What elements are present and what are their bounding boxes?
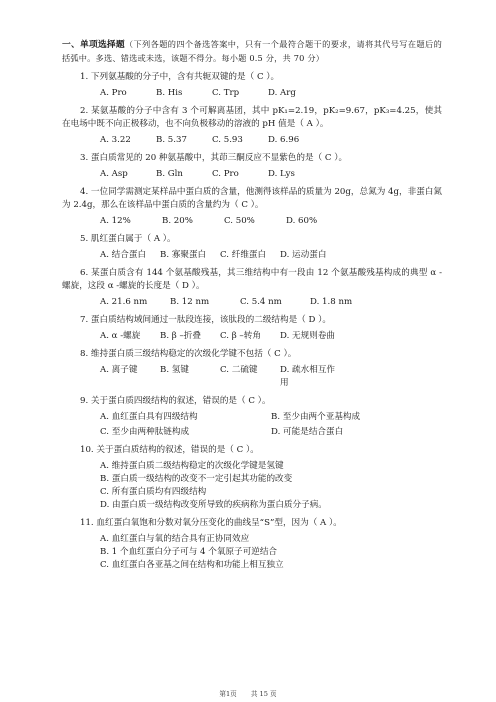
option: B. His <box>156 88 183 98</box>
option: B. 至少由两个亚基构成 <box>271 412 361 422</box>
option: C. Pro <box>212 169 239 179</box>
page-number: 第1页 <box>219 690 237 698</box>
option: C. β –转角 <box>220 331 261 341</box>
option: D. 疏水相互作用 <box>280 365 336 388</box>
question-options <box>62 87 442 100</box>
option: B. 氢键 <box>160 365 189 375</box>
option: A. α -螺旋 <box>100 331 141 341</box>
option: A. 离子键 <box>100 365 138 375</box>
question-stem: 9. 关于蛋白质四级结构的叙述，错误的是（ C ）。 <box>80 396 271 406</box>
question-8 <box>62 348 442 390</box>
question-options <box>62 296 442 309</box>
option: D. 60% <box>286 216 318 226</box>
option: B. 12 nm <box>170 297 210 307</box>
question-5 <box>62 233 442 262</box>
question-stem: 8. 维持蛋白质三级结构稳定的次级化学键不包括（ C ）。 <box>80 349 297 359</box>
option: D. 可能是结合蛋白 <box>271 427 344 437</box>
question-stem: 1. 下列氨基酸的分子中，含有共轭双键的是（ C ）。 <box>80 72 280 82</box>
option: B. 5.37 <box>156 135 187 145</box>
question-stem: 2. 某氨基酸的分子中含有 3 个可解离基团，其中 pK₁=2.19，pK₂=9.67，pK₃=4.25，使其在电场中既不向正极移动，也不向负极移动的溶液的 pH 值是（ A ）。 <box>62 106 442 129</box>
option: A. 21.6 nm <box>100 297 148 307</box>
option: B. 蛋白质一级结构的改变不一定引起其功能的改变 <box>100 474 293 484</box>
section-heading: 一、单项选择题 <box>62 40 125 50</box>
question-6 <box>62 267 442 309</box>
question-options <box>62 533 442 572</box>
question-stem: 6. 某蛋白质含有 144 个氨基酸残基，其三维结构中有一段由 12 个氨基酸残基构成的典型 α -螺旋，这段 α -螺旋的长度是（ D ）。 <box>62 268 442 291</box>
option: C. Trp <box>212 88 240 98</box>
page-total: 共 15 页 <box>250 690 277 698</box>
option: C. 5.4 nm <box>240 297 282 307</box>
option: C. 血红蛋白各亚基之间在结构和功能上相互独立 <box>100 560 284 570</box>
option: C. 所有蛋白质均有四级结构 <box>100 487 207 497</box>
question-9 <box>62 395 442 439</box>
question-options <box>62 460 442 512</box>
question-10 <box>62 444 442 512</box>
option: A. 12% <box>100 216 131 226</box>
option: A. 血红蛋白具有四级结构 <box>100 412 198 422</box>
question-4 <box>62 186 442 228</box>
question-1 <box>62 71 442 100</box>
question-stem: 11. 血红蛋白氧饱和分数对氧分压变化的曲线呈“S”型，因为（ A ）。 <box>80 518 342 528</box>
question-stem: 4. 一位同学需测定某样品中蛋白质的含量，他测得该样品的质量为 20g，总氮为 4g，非蛋白氮为 2.4g，那么在该样品中蛋白质的含量约为（ C ）。 <box>62 187 442 210</box>
option: A. 血红蛋白与氧的结合具有正协同效应 <box>100 534 250 544</box>
option: A. 维持蛋白质二级结构稳定的次级化学键是氢键 <box>100 461 284 471</box>
option: D. 6.96 <box>268 135 300 145</box>
option: A. Pro <box>100 88 127 98</box>
option: A. 3.22 <box>100 135 131 145</box>
question-options <box>62 330 442 343</box>
question-options <box>62 249 442 262</box>
option: D. Arg <box>268 88 296 98</box>
section-intro <box>62 38 442 66</box>
option: D. 由蛋白质一级结构改变所导致的疾病称为蛋白质分子病。 <box>100 500 327 510</box>
question-options <box>62 426 442 439</box>
question-11 <box>62 517 442 572</box>
question-stem: 3. 蛋白质常见的 20 种氨基酸中，其茚三酮反应不显紫色的是（ C ）。 <box>80 153 348 163</box>
question-3 <box>62 152 442 181</box>
question-options <box>62 411 442 424</box>
option: D. 无规则卷曲 <box>280 331 336 341</box>
option: A. 结合蛋白 <box>100 250 147 260</box>
question-2 <box>62 105 442 147</box>
question-section <box>62 38 442 572</box>
option: B. 1 个血红蛋白分子可与 4 个氧原子可逆结合 <box>100 547 278 557</box>
option: B. 寡聚蛋白 <box>160 250 207 260</box>
question-options <box>62 215 442 228</box>
option: C. 5.93 <box>212 135 243 145</box>
option: C. 至少由两种肽链构成 <box>100 427 190 437</box>
option: B. β –折叠 <box>160 331 201 341</box>
option: C. 二硫键 <box>220 365 258 375</box>
option: B. Gln <box>156 169 183 179</box>
option: A. Asp <box>100 169 128 179</box>
section-instructions: （下列各题的四个备选答案中，只有一个最符合题干的要求，请将其代号写在题后的括弧中。多选、错选或未选，该题不得分。每小题 0.5 分，共 70 分） <box>62 39 442 63</box>
question-options <box>62 364 442 390</box>
option: D. Lys <box>268 169 295 179</box>
option: D. 运动蛋白 <box>280 250 327 260</box>
question-7 <box>62 314 442 343</box>
page-footer <box>0 688 496 698</box>
question-options <box>62 168 442 181</box>
option: D. 1.8 nm <box>310 297 353 307</box>
option: C. 纤维蛋白 <box>220 250 267 260</box>
question-stem: 7. 蛋白质结构域间通过一肽段连接，该肽段的二级结构是（ D ）。 <box>80 315 332 325</box>
question-stem: 10. 关于蛋白质结构的叙述，错误的是（ C ）。 <box>80 445 259 455</box>
option: C. 50% <box>224 216 255 226</box>
question-options <box>62 134 442 147</box>
question-stem: 5. 肌红蛋白属于（ A ）。 <box>80 234 176 244</box>
option: B. 20% <box>162 216 193 226</box>
